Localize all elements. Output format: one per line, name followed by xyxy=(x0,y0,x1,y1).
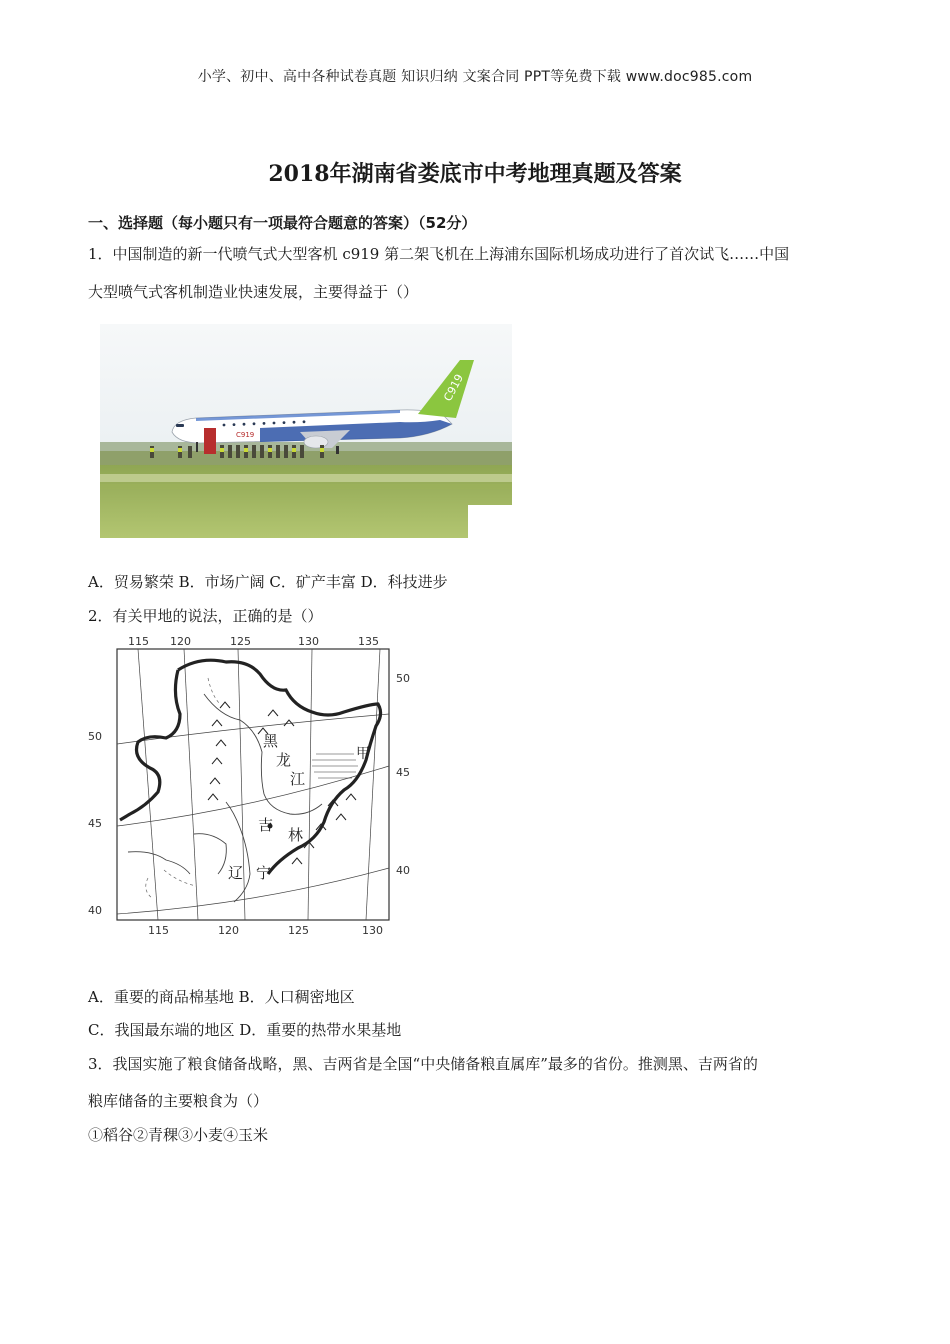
lon-label: 120 xyxy=(218,924,239,937)
lat-label: 40 xyxy=(396,864,410,877)
lon-label: 115 xyxy=(148,924,169,937)
lon-label: 125 xyxy=(230,635,251,648)
page-header: 小学、初中、高中各种试卷真题 知识归纳 文案合同 PPT等免费下载 www.doc985.com xyxy=(197,69,753,85)
lon-label: 130 xyxy=(298,635,319,648)
c919-aircraft-photo xyxy=(100,324,512,538)
province-ln-2: 宁 xyxy=(256,864,272,882)
question-3-line-2: 粮库储备的主要粮食为（） xyxy=(88,1092,269,1110)
province-hlj-1: 黑 xyxy=(263,732,279,750)
northeast-china-map xyxy=(88,634,418,940)
question-2-options-1: A．重要的商品棉基地 B．人口稠密地区 xyxy=(88,988,355,1006)
question-1-options: A．贸易繁荣 B．市场广阔 C．矿产丰富 D．科技进步 xyxy=(88,573,448,591)
jia-label: 甲 xyxy=(356,746,370,762)
province-hlj-3: 江 xyxy=(290,770,306,788)
lat-label-left-45: 45 xyxy=(88,817,102,830)
document-title: 2018年湖南省娄底市中考地理真题及答案 xyxy=(268,161,682,187)
section-heading: 一、选择题（每小题只有一项最符合题意的答案）（52分） xyxy=(88,214,477,232)
lon-label: 120 xyxy=(170,635,191,648)
lat-label: 45 xyxy=(396,766,410,779)
lon-label: 115 xyxy=(128,635,149,648)
tail-logo: C919 xyxy=(441,371,467,404)
question-3-line-1: 3．我国实施了粮食储备战略，黑、吉两省是全国“中央储备粮直属库”最多的省份。推测黑、吉两省的 xyxy=(88,1055,758,1073)
question-2-options-2: C．我国最东端的地区 D．重要的热带水果基地 xyxy=(88,1021,402,1039)
lat-label-left-40: 40 xyxy=(88,904,102,917)
question-3-choices: ①稻谷②青稞③小麦④玉米 xyxy=(88,1126,269,1144)
province-hlj-2: 龙 xyxy=(276,751,292,769)
question-1-line-1: 1．中国制造的新一代喷气式大型客机 c919 第二架飞机在上海浦东国际机场成功进行了首次试飞……中国 xyxy=(88,245,790,263)
nose-logo: C919 xyxy=(236,431,255,439)
lat-label: 50 xyxy=(396,672,410,685)
lon-label: 130 xyxy=(362,924,383,937)
province-ln-1: 辽 xyxy=(228,864,244,882)
lon-label: 135 xyxy=(358,635,379,648)
province-jl-2: 林 xyxy=(288,826,304,844)
province-jl-1: 吉 xyxy=(258,816,274,834)
question-1-line-2: 大型喷气式客机制造业快速发展，主要得益于（） xyxy=(88,283,419,301)
lon-label: 125 xyxy=(288,924,309,937)
lat-label-left-50: 50 xyxy=(88,730,102,743)
question-2-stem: 2．有关甲地的说法，正确的是（） xyxy=(88,607,323,625)
